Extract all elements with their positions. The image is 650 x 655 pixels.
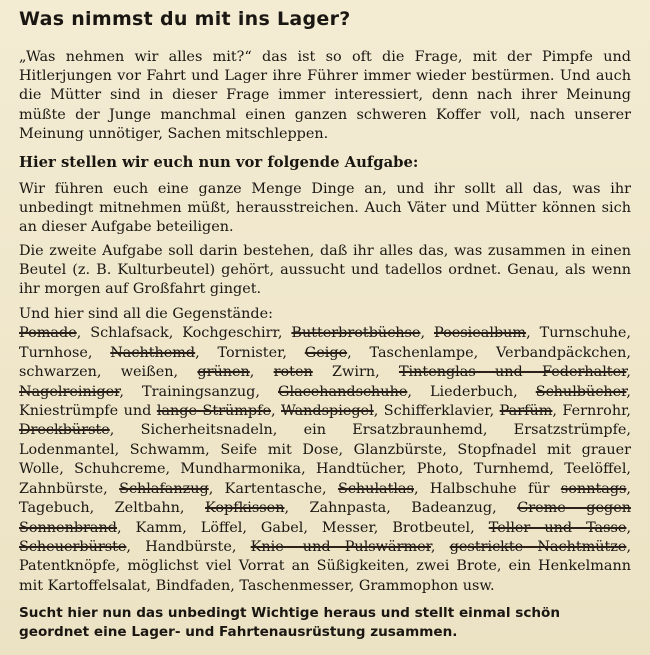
struck-item: Pomade <box>19 325 77 342</box>
item-text: Zwirn, <box>312 364 399 381</box>
struck-item: Poesiealbum <box>433 325 527 342</box>
item-text: , Halbschuhe für <box>413 480 561 497</box>
item-text: , Kamm, Löffel, Gabel, Messer, Brotbeutel, <box>117 519 489 536</box>
struck-item: Nagelreiniger <box>19 383 120 400</box>
struck-item: Geige <box>304 344 348 361</box>
struck-item: Teller und Tasse <box>488 519 627 536</box>
item-text: , Turnschuhe, Turnhose, <box>19 325 631 361</box>
struck-item: lange Strümpfe <box>156 403 271 420</box>
struck-item: Parfüm <box>499 403 553 420</box>
item-text: , <box>626 519 632 536</box>
struck-item: Schlafanzug <box>119 480 209 497</box>
item-text: , Patentknöpfe, möglichst viel Vorrat an Süßigkeiten, zwei Brote, ein Henkelmann mit Kartoffelsalat, Bindfaden, Taschenmesser, Grammophon usw. <box>19 538 632 594</box>
task-heading: Hier stellen wir euch nun vor folgende Aufgabe: <box>19 154 419 172</box>
struck-item: Scheuerbürste <box>19 538 127 555</box>
item-text: , Schlafsack, Kochgeschirr, <box>76 325 292 342</box>
struck-item: Knie- und Pulswärmer <box>250 538 431 555</box>
struck-item: Tintenglas und Federhalter <box>398 364 627 381</box>
struck-item: Creme gegen Sonnenbrand <box>19 500 631 536</box>
item-text: , Tornister, <box>195 344 305 361</box>
task-1-paragraph: Wir führen euch eine ganze Menge Dinge an, und ihr sollt all das, was ihr unbedingt mitnehmen müßt, herausstreichen. Auch Väter und Mütter können sich an dieser Aufgabe beteiligen. <box>19 181 631 236</box>
item-text: , Schifferklavier, <box>373 403 500 420</box>
struck-item: Wandspiegel <box>281 403 374 420</box>
spacer <box>19 596 631 604</box>
struck-item: Butterbrotbüchse <box>291 325 421 342</box>
item-text: , Sicherheitsnadeln, ein Ersatzbraunhemd, Ersatzstrümpfe, Lodenmantel, Schwamm, Seife mit Dose, Glanzbürste, Stopfnadel mit grauer Wolle, Schuhcreme, Mundharmonika, Handtücher, Photo, Turnhemd, Teelöffel, Zahnbürste, <box>19 422 631 497</box>
struck-item: Schulbücher <box>535 383 627 400</box>
item-text: , <box>626 364 631 381</box>
item-text: , Kartentasche, <box>208 480 338 497</box>
struck-item: grünen <box>197 364 250 381</box>
item-text: , Trainingsanzug, <box>119 383 278 400</box>
item-text: , <box>249 364 274 381</box>
struck-item: sonntags <box>560 480 627 497</box>
item-text: , Kniestrümpfe und <box>19 383 631 420</box>
closing-paragraph: Sucht hier nun das unbedingt Wichtige heraus und stellt einmal schön geordnet eine Lager- und Fahrtenausrüstung zusammen. <box>19 605 561 641</box>
item-text: , Zahnpasta, Badeanzug, <box>284 500 518 517</box>
item-text: , <box>430 538 450 555</box>
page-title: Was nimmst du mit ins Lager? <box>19 8 351 30</box>
struck-item: Dreckbürste <box>19 422 110 439</box>
spacer <box>19 144 631 153</box>
item-text: , Liederbuch, <box>407 383 536 400</box>
item-text: , Handbürste, <box>126 538 251 555</box>
struck-item: Kopfkissen <box>205 500 285 517</box>
task-2-paragraph: Die zweite Aufgabe soll darin bestehen, daß ihr alles das, was zusammen in einen Beutel (z. B. Kulturbeutel) gehört, aussucht und tadellos ordnet. Genau, als wenn ihr morgen auf Großfahrt ginget. <box>19 242 631 298</box>
item-text: , Fernrohr, <box>552 403 631 420</box>
item-list <box>19 324 631 596</box>
items-intro: Und hier sind all die Gegenstände: <box>19 306 273 323</box>
struck-item: Nachthemd <box>110 344 196 361</box>
struck-item: gestrickte Nachtmütze <box>449 538 627 555</box>
spacer <box>19 172 631 180</box>
struck-item: roten <box>273 364 313 381</box>
item-text: , <box>270 403 282 420</box>
intro-paragraph: „Was nehmen wir alles mit?“ das ist so oft die Frage, mit der Pimpfe und Hitlerjungen vor Fahrt und Lager ihre Führer immer wieder bestürmen. Und auch die Mütter sind in dieser Frage immer interessiert, denn nach ihrer Meinung müßte der Junge manchmal einen ganzen schweren Koffer voll, nach unserer Meinung unnötiger, Sachen mitschleppen. <box>19 49 631 142</box>
struck-item: Schulatlas <box>337 480 414 497</box>
struck-item: Glacehandschuhe <box>278 383 408 400</box>
item-text: , <box>420 325 434 342</box>
item-text: , Taschenlampe, Verbandpäckchen, schwarzen, weißen, <box>19 344 631 381</box>
item-text: , Tagebuch, Zeltbahn, <box>19 480 631 517</box>
